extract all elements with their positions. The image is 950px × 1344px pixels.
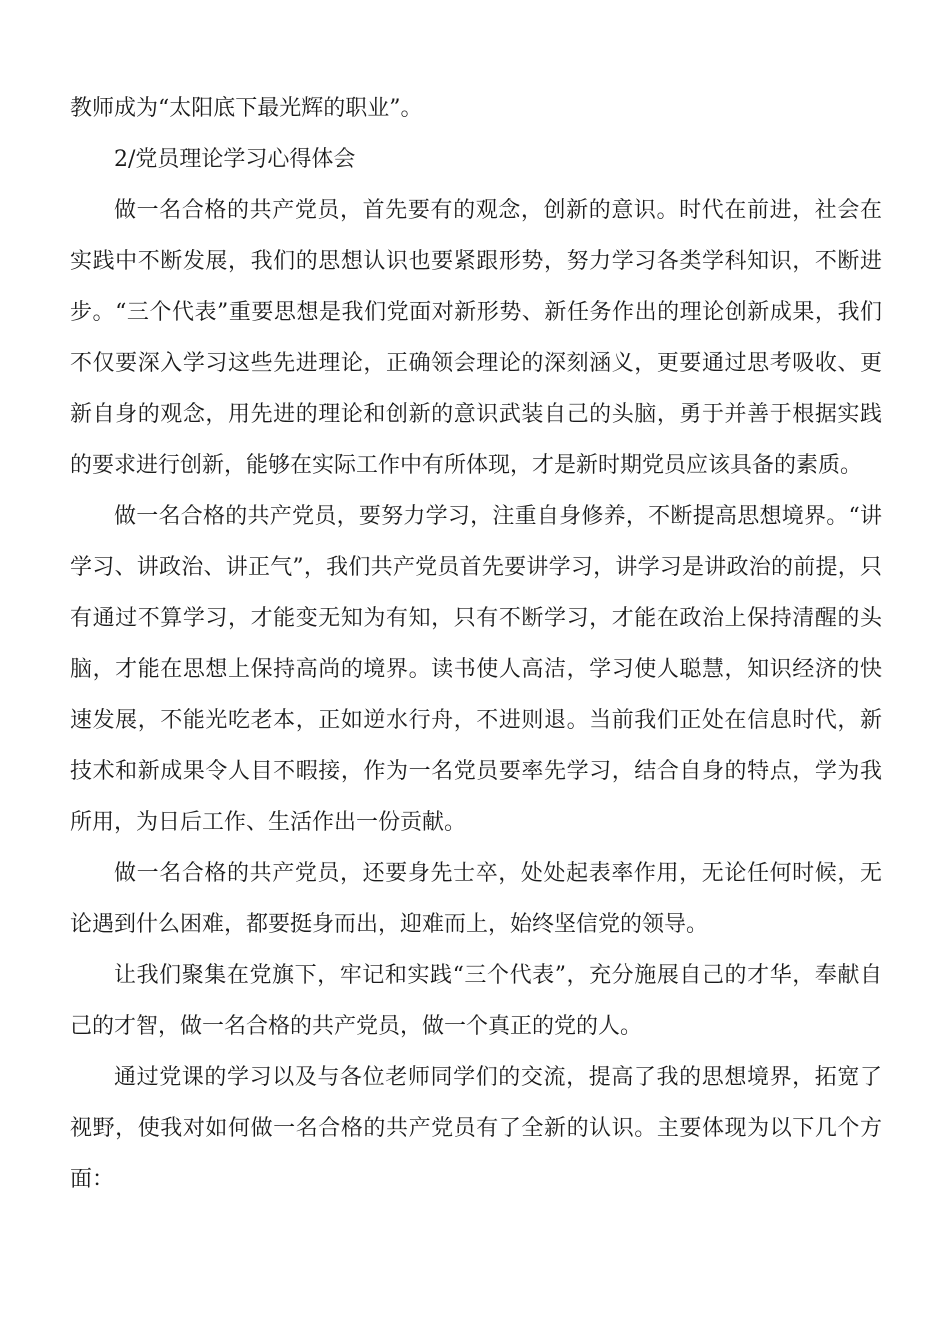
paragraph: 让我们聚集在党旗下，牢记和实践“三个代表”，充分施展自己的才华，奉献自己的才智，做一名合格的共产党员，做一个真正的党的人。 [70,963,882,1039]
paragraph: 做一名合格的共产党员，首先要有的观念，创新的意识。时代在前进，社会在实践中不断发展，我们的思想认识也要紧跟形势，努力学习各类学科知识，不断进步。“三个代表”重要思想是我们党面对新形势、新任务作出的理论创新成果，我们不仅要深入学习这些先进理论，正确领会理论的深刻涵义，更要通过思考吸收、更新自身的观念，用先进的理论和创新的意识武装自己的头脑，勇于并善于根据实践的要求进行创新，能够在实际工作中有所体现，才是新时期党员应该具备的素质。 [70,198,882,478]
section-heading: 2/党员理论学习心得体会 [114,147,356,172]
paragraph: 做一名合格的共产党员，要努力学习，注重自身修养，不断提高思想境界。“讲学习、讲政治、讲正气”，我们共产党员首先要讲学习，讲学习是讲政治的前提，只有通过不算学习，才能变无知为有知，只有不断学习，才能在政治上保持清醒的头脑，才能在思想上保持高尚的境界。读书使人高洁，学习使人聪慧，知识经济的快速发展，不能光吃老本，正如逆水行舟，不进则退。当前我们正处在信息时代，新技术和新成果令人目不暇接，作为一名党员要率先学习，结合自身的特点，学为我所用，为日后工作、生活作出一份贡献。 [70,504,882,835]
paragraph: 通过党课的学习以及与各位老师同学们的交流，提高了我的思想境界，拓宽了视野，使我对如何做一名合格的共产党员有了全新的认识。主要体现为以下几个方面： [70,1065,882,1192]
paragraph: 做一名合格的共产党员，还要身先士卒，处处起表率作用，无论任何时候，无论遇到什么困难，都要挺身而出，迎难而上，始终坚信党的领导。 [70,861,882,937]
paragraph-continuation: 教师成为“太阳底下最光辉的职业”。 [70,96,423,121]
document-page [70,83,882,1205]
